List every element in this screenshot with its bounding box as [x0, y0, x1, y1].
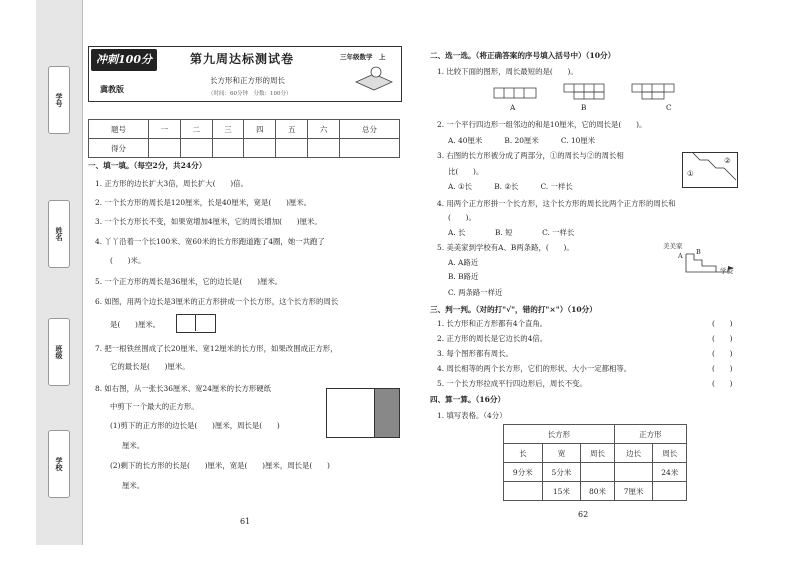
score-cell: 六	[308, 120, 340, 139]
route-label: B	[696, 248, 701, 256]
table-cell[interactable]	[614, 463, 653, 482]
table-cell[interactable]	[653, 482, 687, 501]
score-cell[interactable]	[244, 139, 276, 158]
exam-meta: （时间：60分钟 分数：100分）	[208, 91, 292, 97]
score-cell[interactable]	[308, 139, 340, 158]
score-cell: 四	[244, 120, 276, 139]
question: 4. 用两个正方形拼一个长方形，这个长方形的周长比两个正方形的周长和	[437, 199, 676, 208]
option-label: B	[581, 103, 587, 112]
score-cell: 得分	[89, 139, 149, 158]
score-cell[interactable]	[148, 139, 180, 158]
score-cell: 一	[148, 120, 180, 139]
question: 1. 比较下面的图形，周长最短的是( )。	[437, 67, 578, 76]
question-cont: ( )。	[448, 213, 476, 222]
brand-logo: 冲刺100分	[91, 49, 157, 71]
table-cell: 24米	[653, 463, 687, 482]
question-cont: (2)剩下的长方形的长是( )厘米，宽是( )厘米，周长是( )	[110, 461, 330, 470]
option: A. A路近	[448, 258, 479, 267]
judge-item: 5. 一个长方形拉成平行四边形后，周长不变。	[437, 379, 587, 388]
score-cell[interactable]	[276, 139, 308, 158]
judge-item: 4. 周长相等的两个长方形，它们的形状、大小一定都相等。	[437, 364, 632, 373]
table-cell[interactable]	[504, 482, 543, 501]
section-4-title: 四、算一算。（16分）	[430, 395, 506, 404]
route-label: 美美家	[663, 242, 683, 250]
page-title: 第九周达标测试卷	[190, 52, 295, 66]
score-cell[interactable]	[212, 139, 244, 158]
score-cell: 五	[276, 120, 308, 139]
table-header: 长方形	[504, 425, 615, 444]
question-cont: ( )米。	[110, 256, 146, 265]
table-cell: 15米	[542, 482, 581, 501]
page-subtitle: 长方形和正方形的周长	[210, 76, 285, 85]
option: B. B路近	[448, 272, 479, 281]
question: 4. 丫丫沿着一个长100米、宽60米的长方形跑道跑了4圈，她一共跑了	[95, 237, 325, 246]
options: A. 长 B. 短 C. 一样长	[448, 228, 575, 237]
answer-paren[interactable]: ( )	[712, 319, 733, 328]
binding-strip	[36, 0, 83, 545]
score-cell[interactable]	[340, 139, 400, 158]
question: 3. 一个长方形长不变，如果宽增加4厘米，它的周长增加( )厘米。	[95, 217, 322, 226]
table-cell[interactable]	[581, 463, 615, 482]
answer-paren[interactable]: ( )	[712, 334, 733, 343]
option: C. 两条路一样近	[448, 288, 503, 297]
question: 2. 一个长方形的周长是120厘米，长是40厘米，宽是( )厘米。	[95, 198, 312, 207]
answer-paren[interactable]: ( )	[712, 349, 733, 358]
table-cell: 5分米	[542, 463, 581, 482]
score-cell: 三	[212, 120, 244, 139]
section-3-title: 三、判一判。（对的打"√"，错的打"×"）（10分）	[430, 305, 597, 314]
class-box: 班级	[48, 318, 70, 386]
region-label: ①	[687, 169, 694, 178]
answer-paren[interactable]: ( )	[712, 364, 733, 373]
section-1-title: 一、填一填。（每空2分，共24分）	[88, 161, 207, 170]
score-cell[interactable]	[180, 139, 212, 158]
table-cell: 7厘米	[614, 482, 653, 501]
option-label: C	[666, 103, 672, 112]
comparison-figures	[492, 82, 692, 100]
table-cell: 9分米	[504, 463, 543, 482]
question-cont: 厘米。	[122, 481, 145, 490]
grade-label: 三年级数学 上	[340, 53, 386, 61]
judge-item: 3. 每个图形都有周长。	[437, 349, 513, 358]
question-cont: 比( )。	[448, 167, 484, 176]
question: 7. 把一根铁丝围成了长20厘米、宽12厘米的长方形，如果改围成正方形，	[95, 344, 338, 353]
question: 1. 填写表格。（4分）	[437, 411, 507, 420]
student-id-box: 学号	[48, 66, 70, 134]
column-header: 周长	[581, 444, 615, 463]
question: 1. 正方形的边长扩大3倍，周长扩大( )倍。	[95, 179, 248, 188]
column-header: 宽	[542, 444, 581, 463]
fill-table	[503, 424, 687, 501]
edition-label: 冀教版	[100, 84, 124, 94]
question: 6. 如图，用两个边长是3厘米的正方形拼成一个长方形，这个长方形的周长	[95, 297, 339, 306]
school-box: 学校	[48, 430, 70, 498]
column-header: 周长	[653, 444, 687, 463]
figure-divider	[195, 314, 196, 331]
table-cell: 80米	[581, 482, 615, 501]
question-cont: 它的最长是( )厘米。	[110, 362, 190, 371]
score-cell: 二	[180, 120, 212, 139]
options: A. 40厘米 B. 20厘米 C. 10厘米	[448, 136, 596, 145]
name-box: 姓名	[48, 200, 70, 268]
score-cell: 题号	[89, 120, 149, 139]
section-2-title: 二、选一选。（将正确答案的序号填入括号中）（10分）	[430, 51, 616, 60]
column-header: 长	[504, 444, 543, 463]
question: 2. 一个平行四边形一组邻边的和是10厘米，它的周长是( )。	[437, 120, 647, 129]
question: 8. 如右图，从一张长36厘米、宽24厘米的长方形硬纸	[95, 384, 272, 393]
page-number: 62	[578, 510, 589, 519]
score-cell: 总分	[340, 120, 400, 139]
options: A. ①长 B. ②长 C. 一样长	[448, 182, 573, 191]
question: 5. 美美家到学校有A、B两条路，( )。	[437, 243, 574, 252]
question: 5. 一个正方形的周长是36厘米，它的边长是( )厘米。	[95, 277, 283, 286]
route-label: A	[678, 252, 683, 260]
page-number: 61	[240, 517, 251, 526]
question-cont: 厘米。	[122, 441, 145, 450]
region-label: ②	[724, 156, 731, 165]
route-label: 学校	[720, 267, 733, 275]
question-cont: 是( )厘米。	[110, 320, 161, 329]
remaining-strip	[374, 388, 400, 438]
judge-item: 1. 长方形和正方形都有4个直角。	[437, 319, 548, 328]
answer-paren[interactable]: ( )	[712, 379, 733, 388]
question-cont: (1)剪下的正方形的边长是( )厘米，周长是( )	[110, 421, 280, 430]
question-cont: 中剪下一个最大的正方形。	[110, 402, 199, 411]
question: 3. 右图的长方形被分成了两部分，①的周长与②的周长相	[437, 151, 624, 160]
option-label: A	[510, 103, 516, 112]
two-squares-figure	[176, 314, 216, 333]
judge-item: 2. 正方形的周长是它边长的4倍。	[437, 334, 548, 343]
score-table	[88, 119, 400, 158]
column-header: 边长	[614, 444, 653, 463]
book-illustration	[352, 62, 396, 96]
table-header: 正方形	[614, 425, 686, 444]
